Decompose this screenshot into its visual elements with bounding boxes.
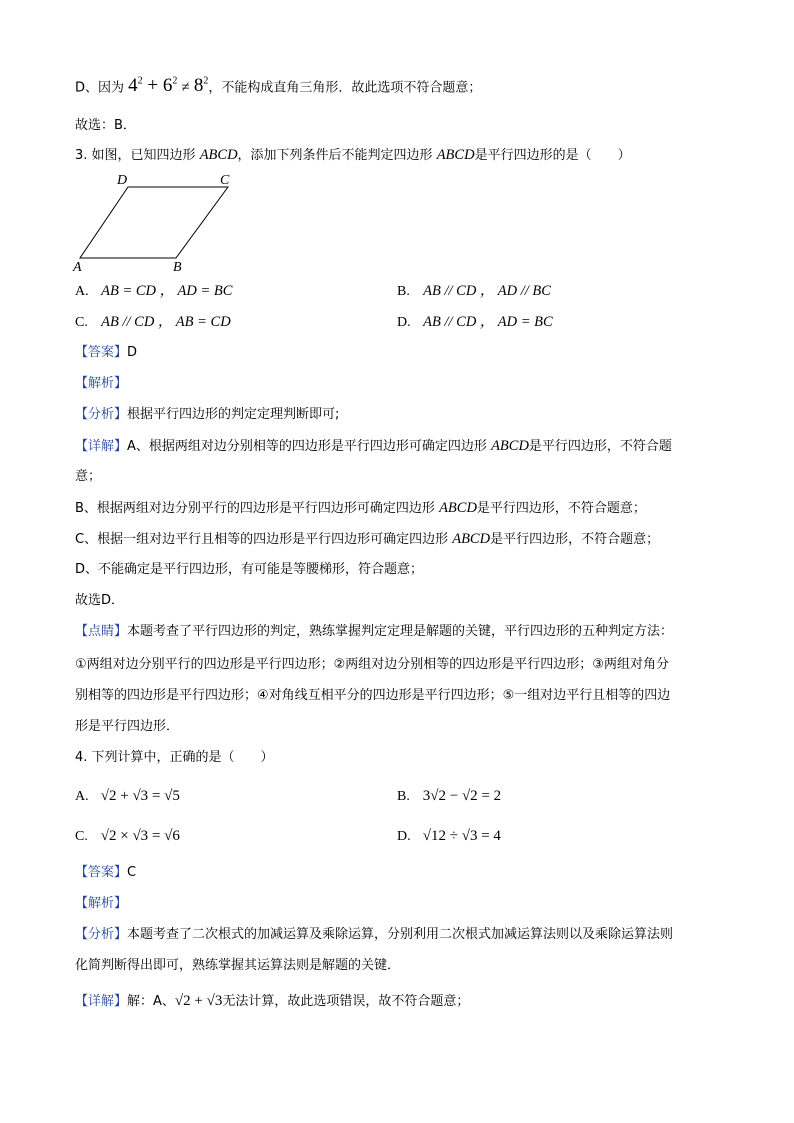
option-label: B. — [397, 789, 410, 804]
q3-quad-name: ABCD — [199, 147, 238, 163]
q3-choose: 故选D． — [75, 593, 125, 608]
q3-detail-d: D、不能确定是平行四边形，有可能是等腰梯形，符合题意； — [75, 562, 424, 577]
expr-term: √2 — [461, 788, 478, 804]
parallelogram-figure — [70, 170, 245, 275]
parallelogram-shape — [80, 187, 228, 258]
q3-stem-a: 3. 如图，已知四边形 — [75, 148, 196, 163]
vertex-a-label: A — [73, 260, 82, 275]
option-text: AB // CD ， AB = CD — [101, 314, 231, 330]
expr-term: 2 — [493, 788, 502, 804]
detail-text: 是平行四边形，不符合题意； — [490, 532, 660, 547]
q4-option-b — [397, 786, 501, 807]
quad-name: ABCD — [491, 438, 529, 454]
q4-fenxi-2: 化简判断得出即可，熟练掌握其运算法则是解题的关键． — [75, 958, 401, 973]
expr-term: √6 — [164, 828, 180, 844]
expr-op: = — [151, 828, 161, 844]
detail-tag: 【详解】 — [75, 439, 128, 454]
q3-dianjing-4: 形是平行四边形． — [75, 719, 180, 734]
detail-text: 解：A、 — [127, 994, 175, 1009]
option-label: C. — [75, 829, 88, 844]
q3-option-b — [397, 281, 551, 302]
option-text: AB // CD ， AD // BC — [423, 283, 551, 299]
quad-name: ABCD — [452, 531, 491, 547]
expr-term: √12 — [422, 828, 446, 844]
expr-term: 4 — [493, 828, 501, 844]
q3-fenxi — [75, 405, 339, 425]
q3-dianjing-1 — [75, 622, 673, 642]
option-label: D. — [397, 829, 411, 844]
expr-term: √2 — [100, 828, 117, 844]
detail-text: B、根据两组对边分别平行的四边形是平行四边形可确定四边形 — [75, 501, 435, 516]
fenxi-tag: 【分析】 — [75, 927, 128, 942]
q3-stem — [75, 145, 631, 166]
q4-option-a — [75, 786, 180, 807]
prev-option-d-line — [75, 72, 481, 98]
detail-expression: √2 + √3 — [174, 993, 223, 1009]
fenxi-text: 本题考查了二次根式的加减运算及乘除运算，分别利用二次根式加减运算法则以及乘除运算法则 — [127, 927, 674, 942]
q3-quad-name-2: ABCD — [436, 147, 475, 163]
q4-detail-a — [75, 991, 469, 1012]
expr-term: 3√2 — [422, 788, 446, 804]
vertex-b-label: B — [173, 260, 182, 275]
vertex-c-label: C — [220, 173, 230, 188]
expr-term: √3 — [132, 828, 149, 844]
expr-op: ÷ — [449, 828, 458, 844]
q4-option-d — [397, 826, 501, 847]
detail-text: A、根据两组对边分别相等的四边形是平行四边形可确定四边形 — [127, 439, 487, 454]
option-label: D. — [397, 315, 411, 330]
neq-symbol: ≠ — [181, 79, 190, 96]
quad-name: ABCD — [439, 500, 477, 516]
q3-stem-b: ，添加下列条件后不能判定四边形 — [237, 148, 433, 163]
answer-value: C — [127, 865, 137, 880]
q3-detail-a — [75, 436, 672, 457]
prev-d-formula-right: $8^2$ — [193, 75, 209, 97]
detail-text: 是平行四边形，不符合题 — [528, 439, 672, 454]
q3-detail-c — [75, 529, 659, 550]
dianjing-text: 本题考查了平行四边形的判定，熟练掌握判定定理是解题的关键，平行四边形的五种判定方法： — [127, 624, 674, 639]
q3-option-a — [75, 281, 232, 302]
option-text: AB = CD ， AD = BC — [101, 283, 233, 299]
analysis-tag: 【解析】 — [75, 376, 128, 391]
q3-option-c — [75, 312, 231, 333]
choose-b-line: 故选：B． — [75, 118, 136, 133]
expr-op: × — [120, 828, 129, 844]
expr-term: √3 — [461, 828, 478, 844]
expr-op: − — [449, 788, 459, 804]
q4-option-c — [75, 826, 180, 847]
detail-tag: 【详解】 — [75, 994, 128, 1009]
expr-term: √3 — [132, 788, 149, 804]
q3-detail-b — [75, 498, 646, 519]
option-label: C. — [75, 315, 88, 330]
answer-value: D — [127, 345, 138, 360]
q4-analysis-tag — [75, 894, 127, 914]
expr-op: + — [120, 788, 129, 804]
expr-term: √2 — [100, 788, 117, 804]
detail-text: 无法计算，故此选项错误，故不符合题意； — [222, 994, 470, 1009]
dianjing-tag: 【点睛】 — [75, 624, 128, 639]
q3-answer — [75, 343, 137, 363]
option-label: A. — [75, 284, 89, 299]
vertex-d-label: D — [117, 173, 128, 188]
q3-analysis-tag — [75, 374, 127, 394]
expr-op: = — [151, 788, 161, 804]
q4-stem: 4. 下列计算中，正确的是（ ） — [75, 750, 274, 765]
answer-tag: 【答案】 — [75, 865, 128, 880]
prev-d-prefix: D、因为 — [75, 80, 125, 96]
q4-fenxi-1 — [75, 925, 673, 945]
expr-op: = — [481, 788, 490, 804]
expr-term: √5 — [164, 788, 180, 804]
q3-option-d — [397, 312, 553, 333]
q3-dianjing-2: ①两组对边分别平行的四边形是平行四边形；②两组对边分别相等的四边形是平行四边形；③两组对角分 — [75, 657, 669, 672]
fenxi-tag: 【分析】 — [75, 407, 128, 422]
answer-tag: 【答案】 — [75, 345, 128, 360]
prev-d-suffix: ，不能构成直角三角形．故此选项不符合题意； — [208, 80, 482, 96]
prev-d-formula-left: $4^2 + 6^2$ — [128, 75, 178, 97]
detail-text: C、根据一组对边平行且相等的四边形是平行四边形可确定四边形 — [75, 532, 449, 547]
analysis-tag: 【解析】 — [75, 896, 128, 911]
q3-stem-c: 是平行四边形的是（ ） — [474, 148, 631, 163]
q3-detail-a-cont: 意； — [75, 469, 102, 484]
q4-answer — [75, 863, 136, 883]
option-label: A. — [75, 789, 89, 804]
expr-op: = — [481, 828, 490, 844]
detail-text: 是平行四边形，不符合题意； — [476, 501, 646, 516]
option-text: AB // CD ， AD = BC — [423, 314, 553, 330]
option-label: B. — [397, 284, 410, 299]
q3-dianjing-3: 别相等的四边形是平行四边形；④对角线互相平分的四边形是平行四边形；⑤一组对边平行且相等的四边 — [75, 688, 671, 703]
fenxi-text: 根据平行四边形的判定定理判断即可; — [127, 407, 340, 422]
